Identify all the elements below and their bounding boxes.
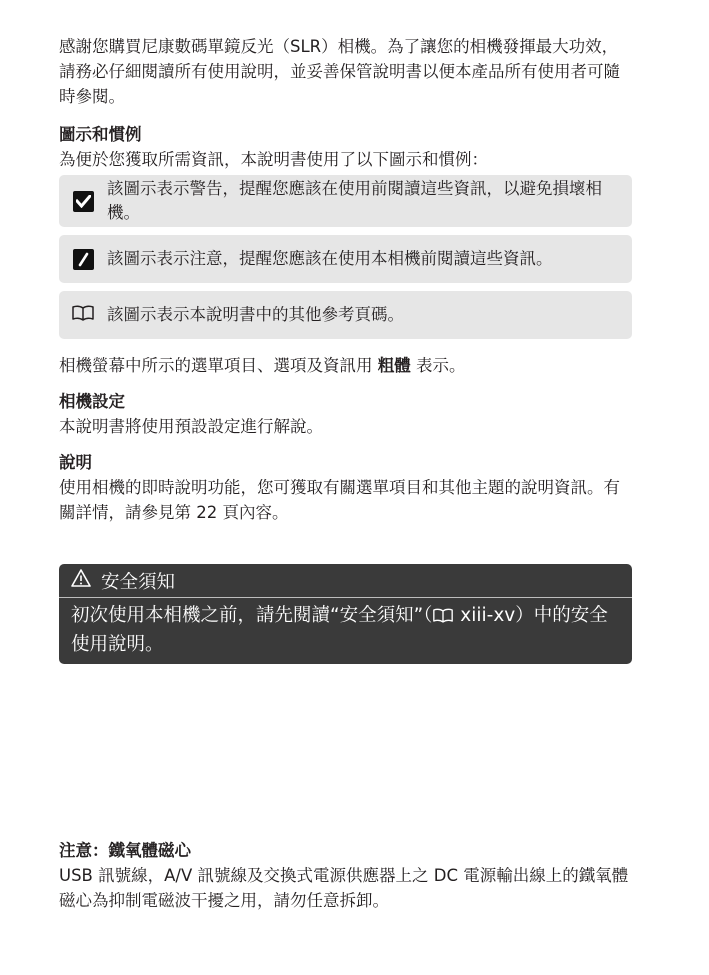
menu-note bbox=[59, 353, 632, 378]
note-text: 該圖示表示注意，提醒您應該在使用本相機前閱讀這些資訊。 bbox=[107, 249, 553, 268]
safety-body-after: xiii-xv）中的安全使用說明。 bbox=[71, 605, 608, 655]
icons-heading: 圖示和慣例 bbox=[59, 125, 142, 144]
help-text: 使用相機的即時說明功能，您可獲取有關選單項目和其他主題的說明資訊。有關詳情，請參見第 22 頁內容。 bbox=[59, 478, 620, 522]
menu-note-bold: 粗體 bbox=[377, 356, 411, 375]
safety-header bbox=[59, 564, 632, 598]
warning-box bbox=[59, 175, 632, 227]
icons-lead: 為便於您獲取所需資訊，本說明書使用了以下圖示和慣例： bbox=[59, 150, 488, 169]
check-warning-icon bbox=[73, 191, 94, 212]
menu-note-before: 相機螢幕中所示的選單項目、選項及資訊用 bbox=[59, 356, 378, 375]
ferrite-text: USB 訊號線，A/V 訊號線及交換式電源供應器上之 DC 電源輸出線上的鐵氧體磁心為抑制電磁波干擾之用，請勿任意拆卸。 bbox=[59, 866, 629, 910]
warning-text: 該圖示表示警告，提醒您應該在使用前閱讀這些資訊，以避免損壞相機。 bbox=[107, 179, 602, 222]
intro-paragraph: 感謝您購買尼康數碼單鏡反光（SLR）相機。為了讓您的相機發揮最大功效，請務必仔細閱讀所有使用說明，並妥善保管說明書以便本產品所有使用者可隨時參閱。 bbox=[59, 37, 620, 106]
safety-body bbox=[59, 598, 632, 664]
safety-title: 安全須知 bbox=[101, 571, 176, 593]
ferrite-heading: 注意：鐵氧體磁心 bbox=[59, 841, 191, 860]
settings-heading: 相機設定 bbox=[59, 392, 125, 411]
reference-box bbox=[59, 291, 632, 339]
page-content bbox=[59, 34, 632, 525]
help-heading: 說明 bbox=[59, 453, 92, 472]
warning-triangle-icon bbox=[71, 569, 91, 592]
book-reference-icon bbox=[432, 604, 454, 631]
safety-body-before: 初次使用本相機之前，請先閱讀“安全須知”（ bbox=[71, 605, 433, 626]
menu-note-after: 表示。 bbox=[410, 356, 466, 375]
note-box bbox=[59, 235, 632, 283]
safety-notice bbox=[59, 564, 632, 664]
reference-text: 該圖示表示本說明書中的其他參考頁碼。 bbox=[107, 305, 404, 324]
settings-text: 本說明書將使用預設設定進行解說。 bbox=[59, 417, 323, 436]
book-reference-icon bbox=[71, 305, 95, 325]
ferrite-note bbox=[59, 839, 632, 913]
pencil-note-icon bbox=[73, 249, 94, 270]
